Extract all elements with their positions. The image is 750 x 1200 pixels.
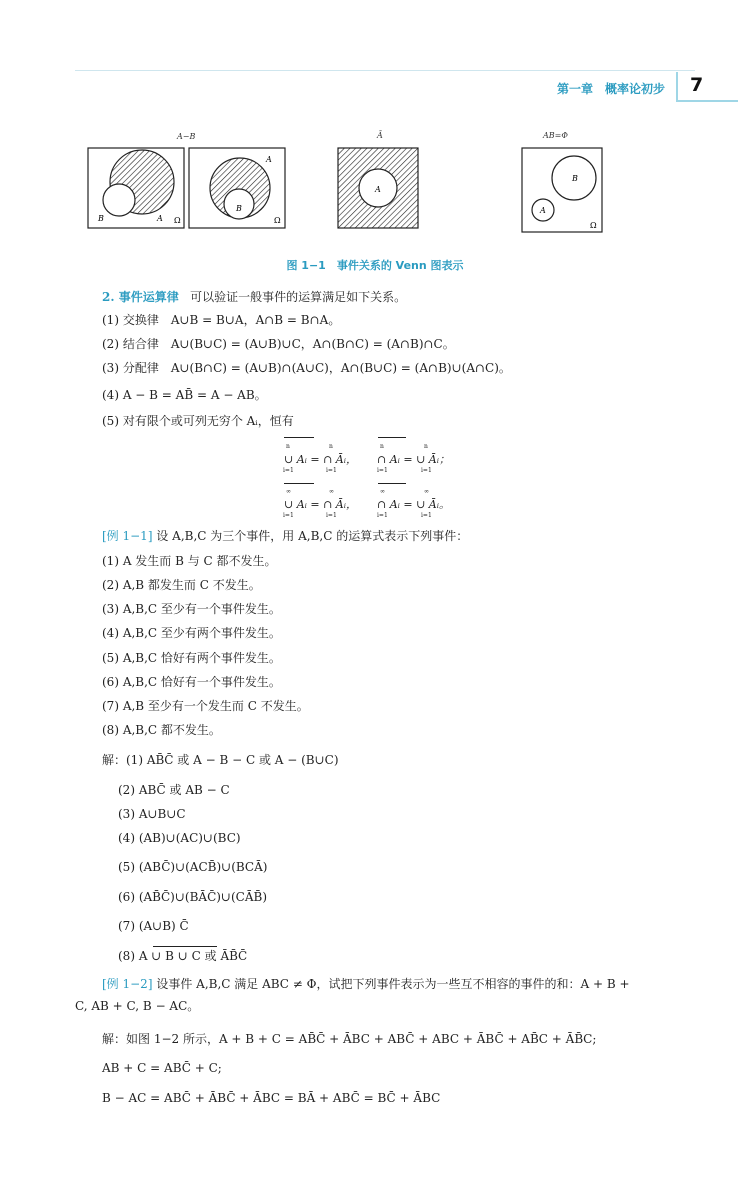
lim-bottom-5: i=1 <box>283 512 294 519</box>
venn1-omega: Ω <box>174 216 181 225</box>
law-associative: (2) 结合律 A∪(B∪C) = (A∪B)∪C，A∩(B∩C) = (A∩B)∩C。 <box>102 337 455 351</box>
overline-4 <box>378 483 406 484</box>
venn4-omega: Ω <box>590 221 597 230</box>
venn4-b-label: B <box>572 174 578 183</box>
lim-bottom-2: i=1 <box>326 467 337 474</box>
law-demorgan-intro: (5) 对有限个或可列无穷个 Aᵢ，恒有 <box>102 414 294 428</box>
section-intro: 可以验证一般事件的运算满足如下关系。 <box>190 290 407 304</box>
example1-item: (7) A,B 至少有一个发生而 C 不发生。 <box>102 699 309 713</box>
chapter-title: 第一章 概率论初步 <box>556 82 665 96</box>
lim-top-4: n <box>424 443 428 450</box>
label-a-bar: Ā <box>377 131 383 140</box>
example1-item: (3) A,B,C 至少有一个事件发生。 <box>102 602 281 616</box>
venn2-omega: Ω <box>274 216 281 225</box>
lim-bottom-3: i=1 <box>377 467 388 474</box>
lim-top-1: n <box>286 443 290 450</box>
example2-header <box>102 976 630 992</box>
law-difference: (4) A − B = AB̄ = A − AB。 <box>102 388 267 402</box>
law-distributive: (3) 分配律 A∪(B∩C) = (A∪B)∩(A∪C)，A∩(B∪C) = (A∩B)∪(A∩C)。 <box>102 361 511 375</box>
solution-line: 解：(1) AB̄C̄ 或 A − B − C 或 A − (B∪C) <box>102 753 339 767</box>
lim-top-2: n <box>329 443 333 450</box>
lim-top-7: ∞ <box>380 488 385 495</box>
overline-union-abc <box>153 946 217 947</box>
lim-top-5: ∞ <box>286 488 291 495</box>
lim-top-8: ∞ <box>424 488 429 495</box>
lim-bottom-7: i=1 <box>377 512 388 519</box>
example1-tag: [例 1−1] <box>102 529 153 543</box>
venn3-a-label: A <box>375 185 381 194</box>
figure-caption: 图 1−1 事件关系的 Venn 图表示 <box>286 259 464 272</box>
section-heading-line <box>102 289 406 305</box>
label-ab-empty: AB=Φ <box>543 131 568 140</box>
demorgan-infinite-union: ∪ Aᵢ = ∩ Āᵢ， <box>284 498 357 511</box>
example2-tag: [例 1−2] <box>102 977 153 991</box>
venn1-a-label: A <box>157 214 163 223</box>
example1-item: (5) A,B,C 恰好有两个事件发生。 <box>102 651 281 665</box>
example1-item: (6) A,B,C 恰好有一个事件发生。 <box>102 675 281 689</box>
lim-top-6: ∞ <box>329 488 334 495</box>
lim-bottom-6: i=1 <box>326 512 337 519</box>
overline-3 <box>284 483 314 484</box>
example1-text: 设 A,B,C 为三个事件，用 A,B,C 的运算式表示下列事件： <box>156 529 469 543</box>
lim-bottom-4: i=1 <box>421 467 432 474</box>
venn4-a-label: A <box>540 206 546 215</box>
example2-solution-2: AB + C = ABC̄ + C; <box>102 1061 222 1075</box>
example1-item: (1) A 发生而 B 与 C 都不发生。 <box>102 554 277 568</box>
example1-item: (8) A,B,C 都不发生。 <box>102 723 221 737</box>
solution-line: (8) A ∪ B ∪ C 或 ĀB̄C̄ <box>118 949 248 963</box>
example1-item: (2) A,B 都发生而 C 不发生。 <box>102 578 261 592</box>
lim-top-3: n <box>380 443 384 450</box>
solution-line: (3) A∪B∪C <box>118 807 186 821</box>
overline-2 <box>378 437 406 438</box>
lim-bottom-8: i=1 <box>421 512 432 519</box>
overline-1 <box>284 437 314 438</box>
solution-line: (6) (AB̄C̄)∪(BĀC̄)∪(CĀB̄) <box>118 890 268 904</box>
venn2-a-label: A <box>266 155 272 164</box>
example1-header <box>102 528 468 544</box>
lim-bottom-1: i=1 <box>283 467 294 474</box>
demorgan-finite-intersection: ∩ Aᵢ = ∪ Āᵢ； <box>377 453 450 466</box>
venn-figure <box>0 0 750 250</box>
venn1-b-label: B <box>98 214 104 223</box>
venn2-b-label: B <box>236 204 242 213</box>
example2-solution-1: 解：如图 1−2 所示，A + B + C = AB̄C̄ + ĀBC + ABC̄ + ABC + ĀBC̄ + AB̄C + ĀB̄C; <box>102 1032 597 1046</box>
demorgan-finite-union: ∪ Aᵢ = ∩ Āᵢ， <box>284 453 357 466</box>
solution-line: (7) (A∪B) C̄ <box>118 919 189 933</box>
demorgan-infinite-intersection: ∩ Aᵢ = ∪ Āᵢ。 <box>377 498 450 511</box>
example1-item: (4) A,B,C 至少有两个事件发生。 <box>102 626 281 640</box>
example2-text1: 设事件 A,B,C 满足 ABC ≠ Φ，试把下列事件表示为一些互不相容的事件的和：A + B + <box>156 977 630 991</box>
solution-line: (5) (ABC̄)∪(ACB̄)∪(BCĀ) <box>118 860 268 874</box>
solution-line: (4) (AB)∪(AC)∪(BC) <box>118 831 241 845</box>
label-a-minus-b: A−B <box>177 132 196 141</box>
example2-text2: C, AB + C, B − AC。 <box>75 999 200 1013</box>
solution-line: (2) ABC̄ 或 AB − C <box>118 783 230 797</box>
section-heading: 2. 事件运算律 <box>102 290 179 304</box>
page-number: 7 <box>690 74 704 96</box>
venn1-circle-b <box>103 184 135 216</box>
law-commutative: (1) 交换律 A∪B = B∪A，A∩B = B∩A。 <box>102 313 341 327</box>
example2-solution-3: B − AC = ABC̄ + ĀBC̄ + ĀBC = BĀ + ABC̄ = BC̄ + ĀBC <box>102 1091 441 1105</box>
